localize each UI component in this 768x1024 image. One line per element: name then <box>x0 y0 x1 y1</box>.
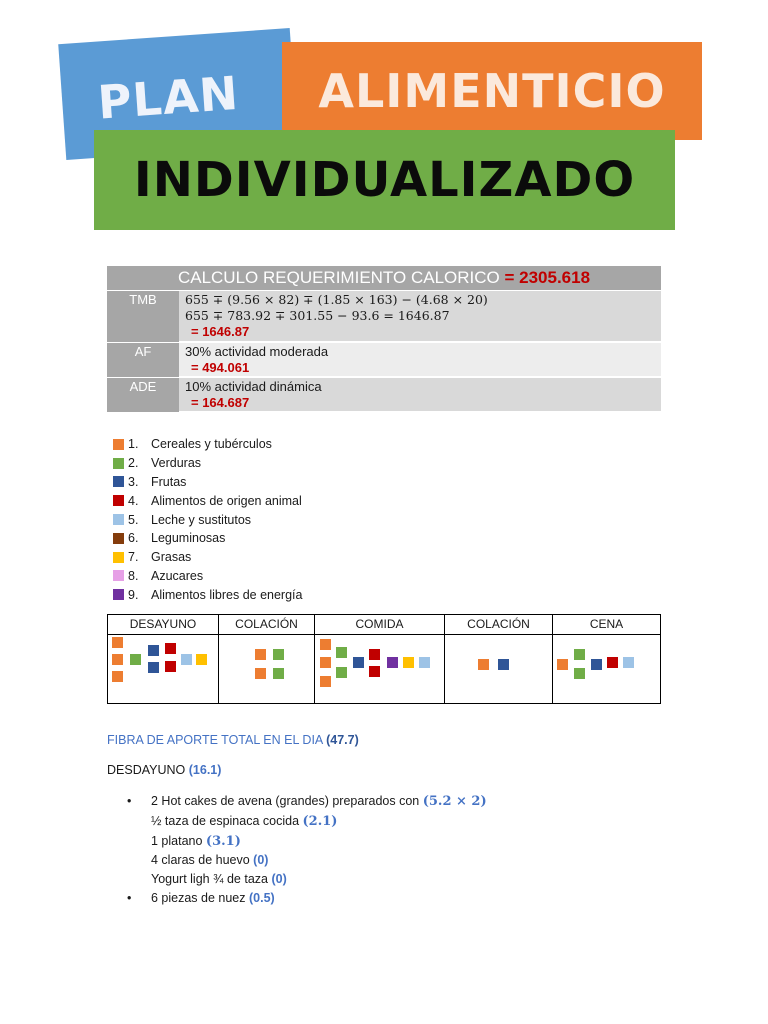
legend-item <box>113 585 302 604</box>
portion-verdura <box>574 649 585 660</box>
calorie-total: = 2305.618 <box>504 268 591 287</box>
portion-verdura <box>273 668 284 679</box>
individualizado-title: INDIVIDUALIZADO <box>133 152 636 208</box>
af-row <box>107 342 661 377</box>
portion-fruta <box>591 659 602 670</box>
legend-label: Verduras <box>151 456 202 471</box>
list-item <box>127 889 487 908</box>
portion-fruta <box>498 659 509 670</box>
legend-label: Frutas <box>151 474 187 489</box>
tmb-formula-1: 655 ∓ (9.56 × 82) ∓ (1.85 × 163) − (4.68 × 20) <box>185 292 488 307</box>
legend-number: 9. <box>128 587 139 602</box>
calorie-table <box>107 266 661 412</box>
portion-animal <box>165 661 176 672</box>
ade-description: 10% actividad dinámica <box>185 379 322 394</box>
portion-cereal <box>255 649 266 660</box>
ade-row <box>107 377 661 412</box>
portion-cereal <box>255 668 266 679</box>
legend-label: Cereales y tubérculos <box>151 437 272 452</box>
list-item <box>131 870 487 889</box>
legend-label: Leche y sustitutos <box>151 512 252 527</box>
meal-header-comida: COMIDA <box>315 615 445 634</box>
legend-label: Alimentos de origen animal <box>151 493 302 508</box>
portion-leche <box>623 657 634 668</box>
af-result: = 494.061 <box>191 360 250 375</box>
legend-swatch <box>113 589 124 600</box>
meal-header-colacion-2: COLACIÓN <box>445 615 553 634</box>
af-label: AF <box>107 343 179 377</box>
alimenticio-banner <box>282 42 702 140</box>
portion-grasa <box>403 657 414 668</box>
legend-swatch <box>113 552 124 563</box>
colacion-2-portions <box>445 635 553 704</box>
legend-item <box>113 529 302 548</box>
portion-animal <box>165 643 176 654</box>
item-text: 6 piezas de nuez <box>151 890 246 905</box>
legend-item <box>113 548 302 567</box>
legend-label: Azucares <box>151 568 204 583</box>
portion-verdura <box>336 667 347 678</box>
tmb-formula-2: 655 ∓ 783.92 ∓ 301.55 − 93.6 = 1646.87 <box>185 308 450 323</box>
portion-cereal <box>112 637 123 648</box>
calorie-table-title: CALCULO REQUERIMIENTO CALORICO <box>177 268 500 287</box>
tmb-result: = 1646.87 <box>191 324 250 339</box>
legend-item <box>113 567 302 586</box>
legend-swatch <box>113 570 124 581</box>
fiber-total-value: (47.7) <box>326 733 359 747</box>
tmb-row <box>107 290 661 342</box>
portion-animal <box>607 657 618 668</box>
meal-header-desayuno: DESAYUNO <box>108 615 219 634</box>
calorie-table-header <box>107 266 661 290</box>
meal-header-colacion-1: COLACIÓN <box>219 615 315 634</box>
bullet-icon: • <box>127 890 132 905</box>
meal-grid-header <box>108 615 660 635</box>
legend-number: 4. <box>128 493 139 508</box>
breakfast-fiber: (16.1) <box>188 763 222 777</box>
item-text: 1 platano <box>151 833 203 848</box>
portion-fruta <box>148 645 159 656</box>
item-text: 2 Hot cakes de avena (grandes) preparados con <box>151 794 420 808</box>
fiber-total <box>107 733 359 747</box>
item-fiber: (0) <box>271 872 287 887</box>
legend-item <box>113 510 302 529</box>
plan-title: PLAN <box>95 65 241 130</box>
legend-label: Grasas <box>151 550 192 565</box>
legend-swatch <box>113 476 124 487</box>
portion-cereal <box>320 639 331 650</box>
portion-cereal <box>112 671 123 682</box>
legend-label: Leguminosas <box>151 531 226 546</box>
portion-verdura <box>273 649 284 660</box>
legend-number: 1. <box>128 437 139 452</box>
portion-grasa <box>196 654 207 665</box>
meal-grid <box>107 614 661 704</box>
item-fiber: (2.1) <box>302 813 338 829</box>
alimenticio-title: ALIMENTICIO <box>318 64 666 118</box>
colacion-1-portions <box>219 635 315 704</box>
legend-swatch <box>113 533 124 544</box>
breakfast-heading <box>107 763 221 777</box>
comida-portions <box>315 635 445 704</box>
legend-number: 6. <box>128 531 139 546</box>
legend-item <box>113 435 302 454</box>
item-fiber: (0) <box>253 853 269 868</box>
list-item <box>131 832 487 852</box>
item-text: Yogurt ligh ¾ de taza <box>151 872 268 887</box>
portion-verdura <box>574 668 585 679</box>
portion-cereal <box>320 657 331 668</box>
legend-item <box>113 473 302 492</box>
tmb-label: TMB <box>107 291 179 342</box>
legend-swatch <box>113 458 124 469</box>
meal-header-cena: CENA <box>589 617 624 631</box>
fiber-total-label: FIBRA DE APORTE TOTAL EN EL DIA <box>107 733 323 747</box>
ade-result: = 164.687 <box>191 395 250 410</box>
item-text: ½ taza de espinaca cocida <box>151 813 300 828</box>
legend-item <box>113 491 302 510</box>
legend-item <box>113 454 302 473</box>
legend-number: 3. <box>128 474 139 489</box>
item-fiber: (5.2 × 2) <box>422 794 487 809</box>
portion-fruta <box>148 662 159 673</box>
food-group-legend <box>113 435 302 604</box>
legend-number: 2. <box>128 456 139 471</box>
legend-number: 7. <box>128 550 139 565</box>
portion-libre <box>387 657 398 668</box>
legend-swatch <box>113 514 124 525</box>
af-description: 30% actividad moderada <box>185 344 329 359</box>
portion-verdura <box>130 654 141 665</box>
portion-leche <box>181 654 192 665</box>
breakfast-label: DESDAYUNO <box>107 763 186 777</box>
desayuno-portions <box>108 635 219 704</box>
list-item <box>131 851 487 870</box>
breakfast-items <box>127 792 487 908</box>
portion-cereal <box>557 659 568 670</box>
item-fiber: (3.1) <box>205 833 241 849</box>
individualizado-banner <box>94 130 675 230</box>
portion-fruta <box>353 657 364 668</box>
portion-leche <box>419 657 430 668</box>
portion-cereal <box>320 676 331 687</box>
portion-animal <box>369 649 380 660</box>
list-item <box>127 792 487 812</box>
legend-swatch <box>113 495 124 506</box>
portion-cereal <box>478 659 489 670</box>
cena-portions <box>553 635 660 704</box>
item-text: 4 claras de huevo <box>151 853 250 868</box>
list-item <box>131 812 487 832</box>
portion-animal <box>369 666 380 677</box>
legend-swatch <box>113 439 124 450</box>
ade-label: ADE <box>107 378 179 412</box>
legend-label: Alimentos libres de energía <box>151 587 303 602</box>
legend-number: 8. <box>128 568 139 583</box>
legend-number: 5. <box>128 512 139 527</box>
bullet-icon: • <box>127 794 132 808</box>
portion-cereal <box>112 654 123 665</box>
portion-verdura <box>336 647 347 658</box>
item-fiber: (0.5) <box>249 890 275 905</box>
